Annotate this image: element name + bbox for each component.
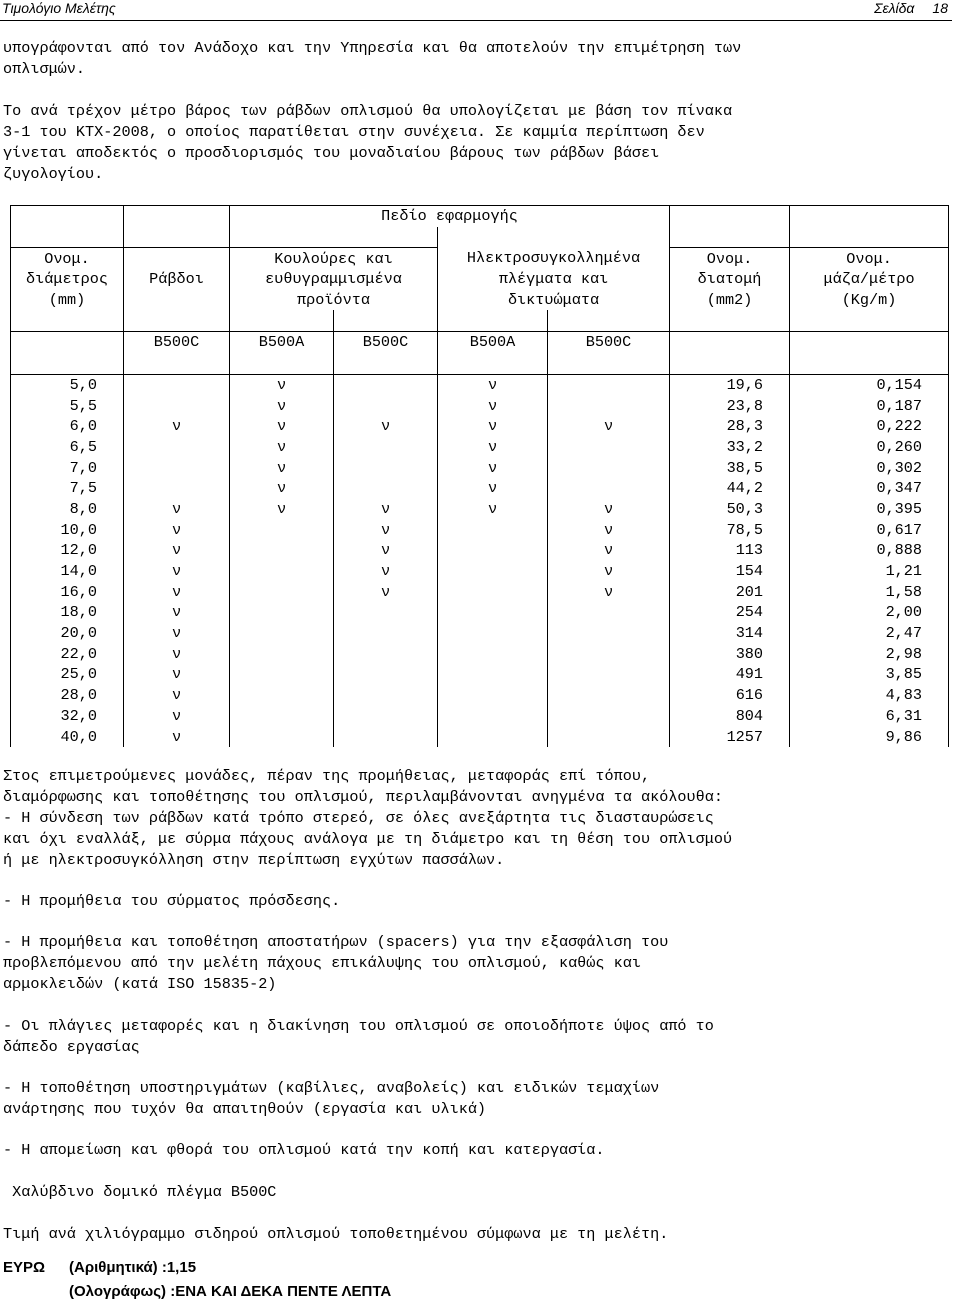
intro-line: υπογράφονται από τον Ανάδοχο και την Υπηρεσία και θα αποτελούν την επιμέτρηση των	[3, 39, 742, 57]
check-cell	[548, 602, 670, 623]
check-cell	[438, 685, 548, 706]
check-cell	[548, 478, 670, 499]
table-row	[11, 519, 949, 540]
mass-cell: 2,00	[790, 602, 949, 623]
mass-cell: 4,83	[790, 685, 949, 706]
table-row	[11, 664, 949, 685]
mass-cell: 0,222	[790, 416, 949, 437]
section-cell: 380	[670, 643, 790, 664]
check-cell: ν	[548, 540, 670, 561]
check-cell: ν	[548, 561, 670, 582]
check-cell	[124, 437, 230, 458]
check-cell	[124, 374, 230, 395]
col-mass-h2: μάζα/μέτρο	[790, 269, 949, 290]
check-cell: ν	[230, 416, 334, 437]
section-cell: 33,2	[670, 437, 790, 458]
table-row	[11, 643, 949, 664]
check-cell	[230, 540, 334, 561]
diameter-cell: 18,0	[11, 602, 124, 623]
check-cell	[548, 685, 670, 706]
table-row	[11, 685, 949, 706]
check-cell: ν	[230, 478, 334, 499]
check-cell: ν	[334, 581, 438, 602]
page-number: 18	[932, 0, 948, 16]
col-section-h2: διατομή	[670, 269, 790, 290]
check-cell	[548, 726, 670, 747]
text-line: - Οι πλάγιες μεταφορές και η διακίνηση του οπλισμού σε οποιοδήποτε ύψος από το	[3, 1017, 714, 1035]
check-cell	[230, 706, 334, 727]
mass-cell: 2,47	[790, 623, 949, 644]
diameter-cell: 5,5	[11, 395, 124, 416]
check-cell: ν	[124, 499, 230, 520]
col-mesh-h3: δικτυώματα	[438, 290, 670, 311]
check-cell	[438, 561, 548, 582]
col-mass-h3: (Kg/m)	[790, 290, 949, 311]
table-row	[11, 581, 949, 602]
check-cell: ν	[548, 416, 670, 437]
col-mesh-h2: πλέγματα και	[438, 269, 670, 290]
diameter-cell: 6,0	[11, 416, 124, 437]
col-coils-h3: προϊόντα	[230, 290, 438, 311]
numeric-label: (Αριθμητικά) :	[69, 1259, 167, 1276]
mass-cell: 0,154	[790, 374, 949, 395]
check-cell	[334, 457, 438, 478]
text-line: - Η τοποθέτηση υποστηριγμάτων (καβίλιες, αναβολείς) και ειδικών τεμαχίων	[3, 1079, 660, 1097]
check-cell: ν	[124, 664, 230, 685]
check-cell	[334, 478, 438, 499]
check-cell: ν	[230, 374, 334, 395]
diameter-cell: 10,0	[11, 519, 124, 540]
mass-cell: 1,21	[790, 561, 949, 582]
text-line: Στος επιμετρούμενες μονάδες, πέραν της προμήθειας, μεταφοράς επί τόπου,	[3, 767, 651, 785]
check-cell	[548, 395, 670, 416]
section-cell: 804	[670, 706, 790, 727]
col-coils-h2: ευθυγραμμισμένα	[230, 269, 438, 290]
mass-cell: 3,85	[790, 664, 949, 685]
table-row	[11, 499, 949, 520]
table-row	[11, 457, 949, 478]
price-numeric	[3, 1258, 196, 1278]
check-cell: ν	[124, 623, 230, 644]
col-mass-h1: Ονομ.	[790, 248, 949, 269]
check-cell: ν	[124, 643, 230, 664]
check-cell: ν	[230, 499, 334, 520]
mass-cell: 0,187	[790, 395, 949, 416]
check-cell: ν	[124, 685, 230, 706]
check-cell	[548, 623, 670, 644]
check-cell: ν	[334, 416, 438, 437]
check-cell	[438, 706, 548, 727]
check-cell	[334, 374, 438, 395]
mass-cell: 1,58	[790, 581, 949, 602]
rebar-weight-table	[10, 205, 948, 747]
check-cell: ν	[438, 395, 548, 416]
mass-cell: 0,617	[790, 519, 949, 540]
table-row	[11, 540, 949, 561]
words-value: ΕΝΑ ΚΑΙ ΔΕΚΑ ΠΕΝΤΕ ΛΕΠΤΑ	[175, 1283, 392, 1300]
col-diameter-h2: διάμετρος	[11, 269, 124, 290]
text-line: και όχι εναλλάξ, με σύρμα πάχους ανάλογα με τη διάμετρο και τη θέση του οπλισμού	[3, 830, 733, 848]
currency: ΕΥΡΩ	[3, 1259, 46, 1276]
diameter-cell: 22,0	[11, 643, 124, 664]
check-cell	[548, 706, 670, 727]
check-cell	[438, 726, 548, 747]
check-cell: ν	[124, 519, 230, 540]
check-cell	[334, 623, 438, 644]
check-cell: ν	[438, 478, 548, 499]
grade-mesh-a: B500A	[438, 332, 548, 353]
check-cell: ν	[124, 581, 230, 602]
section-cell: 50,3	[670, 499, 790, 520]
check-cell	[124, 457, 230, 478]
text-line: ανάρτησης που τυχόν θα απαιτηθούν (εργασία και υλικά)	[3, 1100, 487, 1118]
section-cell: 1257	[670, 726, 790, 747]
check-cell	[124, 395, 230, 416]
col-diameter-h3: (mm)	[11, 290, 124, 311]
grade-bars: B500C	[124, 332, 230, 353]
check-cell	[548, 437, 670, 458]
check-cell	[124, 478, 230, 499]
table-row	[11, 478, 949, 499]
intro-line: γίνεται αποδεκτός ο προσδιορισμός του μοναδιαίου βάρους των ράβδων βάσει	[3, 144, 660, 162]
text-line: - Η απομείωση και φθορά του οπλισμού κατά την κοπή και κατεργασία.	[3, 1141, 605, 1159]
diameter-cell: 7,0	[11, 457, 124, 478]
words-label: (Ολογράφως) :	[69, 1283, 176, 1300]
check-cell	[548, 374, 670, 395]
price-words	[69, 1282, 391, 1302]
section-cell: 254	[670, 602, 790, 623]
item-title: Χαλύβδινο δομικό πλέγμα B500C	[3, 1183, 277, 1201]
section-cell: 154	[670, 561, 790, 582]
mass-cell: 0,302	[790, 457, 949, 478]
check-cell	[230, 643, 334, 664]
section-cell: 314	[670, 623, 790, 644]
check-cell: ν	[230, 437, 334, 458]
diameter-cell: 25,0	[11, 664, 124, 685]
check-cell: ν	[548, 581, 670, 602]
diameter-cell: 6,5	[11, 437, 124, 458]
mass-cell: 6,31	[790, 706, 949, 727]
price-description: Τιμή ανά χιλιόγραμμο σιδηρού οπλισμού τοποθετημένου σύμφωνα με τη μελέτη.	[3, 1225, 669, 1243]
table-row	[11, 602, 949, 623]
check-cell	[230, 519, 334, 540]
check-cell: ν	[124, 602, 230, 623]
mass-cell: 2,98	[790, 643, 949, 664]
diameter-cell: 12,0	[11, 540, 124, 561]
intro-line: ζυγολογίου.	[3, 165, 104, 183]
grade-coils-a: B500A	[230, 332, 334, 353]
diameter-cell: 40,0	[11, 726, 124, 747]
section-cell: 23,8	[670, 395, 790, 416]
check-cell	[334, 706, 438, 727]
table-row	[11, 706, 949, 727]
intro-line: Το ανά τρέχον μέτρο βάρος των ράβδων οπλισμού θα υπολογίζεται με βάση τον πίνακα	[3, 102, 733, 120]
check-cell: ν	[230, 457, 334, 478]
mass-cell: 0,395	[790, 499, 949, 520]
table-row	[11, 623, 949, 644]
check-cell	[438, 623, 548, 644]
mass-cell: 9,86	[790, 726, 949, 747]
table-row	[11, 395, 949, 416]
check-cell	[438, 664, 548, 685]
table-row	[11, 437, 949, 458]
col-section-h3: (mm2)	[670, 290, 790, 311]
diameter-cell: 32,0	[11, 706, 124, 727]
section-cell: 491	[670, 664, 790, 685]
section-cell: 616	[670, 685, 790, 706]
document-title: Τιμολόγιο Μελέτης	[2, 0, 116, 16]
check-cell	[438, 643, 548, 664]
check-cell	[334, 437, 438, 458]
mass-cell: 0,260	[790, 437, 949, 458]
col-mesh-h1: Ηλεκτροσυγκολλημένα	[438, 248, 670, 269]
check-cell: ν	[438, 374, 548, 395]
check-cell: ν	[438, 499, 548, 520]
diameter-cell: 8,0	[11, 499, 124, 520]
grade-mesh-c: B500C	[548, 332, 670, 353]
check-cell	[230, 581, 334, 602]
section-cell: 44,2	[670, 478, 790, 499]
check-cell: ν	[124, 416, 230, 437]
col-diameter-h1: Ονομ.	[11, 248, 124, 269]
check-cell	[230, 561, 334, 582]
intro-line: οπλισμών.	[3, 60, 86, 78]
diameter-cell: 16,0	[11, 581, 124, 602]
diameter-cell: 5,0	[11, 374, 124, 395]
grade-coils-c: B500C	[334, 332, 438, 353]
field-header: Πεδίο εφαρμογής	[230, 206, 670, 227]
check-cell: ν	[438, 416, 548, 437]
check-cell	[334, 643, 438, 664]
check-cell: ν	[124, 706, 230, 727]
check-cell	[230, 685, 334, 706]
section-cell: 78,5	[670, 519, 790, 540]
check-cell	[230, 623, 334, 644]
page-header	[0, 0, 952, 21]
col-bars-header: Ράβδοι	[124, 269, 230, 290]
check-cell	[438, 581, 548, 602]
check-cell	[334, 664, 438, 685]
mass-cell: 0,347	[790, 478, 949, 499]
section-cell: 28,3	[670, 416, 790, 437]
section-cell: 19,6	[670, 374, 790, 395]
check-cell	[548, 643, 670, 664]
col-section-h1: Ονομ.	[670, 248, 790, 269]
text-line: - Η προμήθεια και τοποθέτηση αποστατήρων (spacers) για την εξασφάλιση του	[3, 933, 669, 951]
diameter-cell: 14,0	[11, 561, 124, 582]
text-line: δάπεδο εργασίας	[3, 1038, 140, 1056]
check-cell: ν	[334, 561, 438, 582]
check-cell	[334, 726, 438, 747]
table-row	[11, 726, 949, 747]
check-cell	[334, 685, 438, 706]
table-row	[11, 416, 949, 437]
check-cell	[230, 602, 334, 623]
section-cell: 113	[670, 540, 790, 561]
check-cell	[438, 540, 548, 561]
check-cell: ν	[124, 540, 230, 561]
diameter-cell: 7,5	[11, 478, 124, 499]
check-cell	[334, 395, 438, 416]
text-line: αρμοκλειδών (κατά ISO 15835-2)	[3, 975, 277, 993]
table-row	[11, 561, 949, 582]
check-cell	[230, 726, 334, 747]
check-cell	[548, 664, 670, 685]
section-cell: 38,5	[670, 457, 790, 478]
diameter-cell: 28,0	[11, 685, 124, 706]
check-cell: ν	[124, 561, 230, 582]
diameter-cell: 20,0	[11, 623, 124, 644]
check-cell	[548, 457, 670, 478]
text-line: - Η προμήθεια του σύρματος πρόσδεσης.	[3, 892, 341, 910]
text-line: διαμόρφωσης και τοποθέτησης του οπλισμού, περιλαμβάνονται ανηγμένα τα ακόλουθα:	[3, 788, 724, 806]
check-cell: ν	[334, 499, 438, 520]
col-coils-h1: Κουλούρες και	[230, 248, 438, 269]
check-cell	[334, 602, 438, 623]
page-label: Σελίδα	[874, 0, 915, 16]
check-cell: ν	[334, 519, 438, 540]
text-line: προβλεπόμενου από την μελέτη πάχους επικάλυψης του οπλισμού, καθώς και	[3, 954, 641, 972]
check-cell: ν	[230, 395, 334, 416]
numeric-value: 1,15	[166, 1259, 197, 1276]
text-line: - Η σύνδεση των ράβδων κατά τρόπο στερεό, σε όλες ανεξάρτητα τις διασταυρώσεις	[3, 809, 714, 827]
check-cell: ν	[124, 726, 230, 747]
check-cell	[230, 664, 334, 685]
check-cell: ν	[548, 519, 670, 540]
check-cell: ν	[438, 437, 548, 458]
check-cell	[438, 602, 548, 623]
check-cell: ν	[334, 540, 438, 561]
section-cell: 201	[670, 581, 790, 602]
page-indicator	[856, 0, 948, 16]
intro-line: 3-1 του ΚΤΧ-2008, ο οποίος παρατίθεται στην συνέχεια. Σε καμμία περίπτωση δεν	[3, 123, 705, 141]
mass-cell: 0,888	[790, 540, 949, 561]
check-cell: ν	[438, 457, 548, 478]
check-cell	[438, 519, 548, 540]
check-cell: ν	[548, 499, 670, 520]
text-line: ή με ηλεκτροσυγκόλληση στην περίπτωση εγχύτων πασσάλων.	[3, 851, 505, 869]
table-row	[11, 374, 949, 395]
